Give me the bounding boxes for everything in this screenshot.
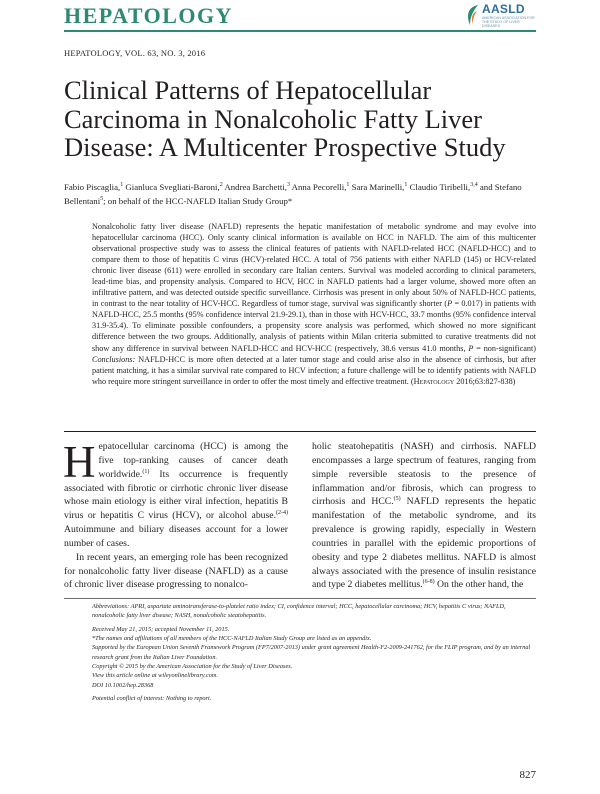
- footnote-abbreviations: Abbreviations: APRI, aspartate aminotransferase-to-platelet ratio index; CI, confidence interval; HCC, hepatocellular carcinoma; HCV, hepatitis C virus; NAFLD, nonalcoholic fatty liver disease; NASH, nonalcoholic steatohepatitis.: [92, 603, 506, 620]
- author-affiliation: 5: [100, 196, 104, 203]
- title-line-1: Clinical Patterns of Hepatocellular: [64, 75, 432, 105]
- reference: (5): [393, 496, 401, 503]
- body-text: NAFLD represents the hepatic manifestation of the metabolic syndrome, and its prevalence is growing rapidly, especially in Western countries in parallel with the epidemic proportions of obesity and type 2 diabetes mellitus. NAFLD is almost always associated with the presence of insulin resistance and type 2 diabetes mellitus.: [312, 496, 536, 591]
- body-text: On the other hand, the: [434, 579, 524, 591]
- author-affiliation: 2: [219, 182, 223, 189]
- author: Fabio Piscaglia,: [64, 182, 121, 192]
- drop-cap: H: [63, 437, 96, 487]
- body-text: holic steatohepatitis (NASH) and cirrhosis. NAFLD encompasses a large spectrum of features, ranging from simple reversible steatosis to the presence of inflammation and/or fibrosis, which can progress to cirrhosis and HCC.: [312, 441, 536, 508]
- authors-suffix: ; on behalf of the HCC-NAFLD Italian Study Group*: [103, 196, 293, 206]
- logo-text: AASLD: [482, 2, 525, 16]
- abstract-text: Nonalcoholic fatty liver disease (NAFLD) represents the hepatic manifestation of metabolic syndrome and may evolve into hepatocellular carcinoma (HCC). Only scanty clinical information is available on HCC in NAFLD. The aim of this multicenter observational prospective study was to assess the clinical features of patients with NAFLD-related HCC (NAFLD-HCC) and to compare them to those of hepatitis C virus (HCV)-related HCC. A total of 756 patients with either NAFLD (145) or HCV-related chronic liver disease (611) were enrolled in secondary care Italian centers. Survival was modeled according to clinical parameters, lead-time bias, and propensity analysis. Compared to HCV, HCC in NAFLD patients had a larger volume, showed more often an infiltrative pattern, and was detected outside specific surveillance. Cirrhosis was present in only about 50% of NAFLD-HCC patients, in contrast to the near totality of HCV-HCC. Regardless of tumor stage, survival was significantly shorter (: [92, 222, 536, 309]
- reference: (1): [142, 468, 150, 475]
- body-column-left: [63, 437, 288, 592]
- footnote-conflict: Potential conflict of interest: Nothing to report.: [92, 695, 212, 703]
- author-affiliation: 3: [286, 182, 290, 189]
- aasld-swoosh-icon: [464, 3, 480, 27]
- footnote-doi: DOI 10.1002/hep.28368: [92, 681, 154, 689]
- author: and Stefano Bellentani: [64, 182, 522, 206]
- reference: (6-8): [422, 579, 435, 586]
- footnote-rule: [64, 598, 536, 599]
- author: Claudio Tiribelli,: [409, 182, 471, 192]
- author: Andrea Barchetti,: [224, 182, 287, 192]
- title-line-2: Carcinoma in Nonalcoholic Fatty Liver: [64, 103, 482, 134]
- footnote-study-group: *The names and affiliations of all members of the HCC-NAFLD Italian Study Group are listed as an appendix.: [92, 635, 372, 643]
- conclusions-label: Conclusions:: [92, 354, 136, 364]
- author: Anna Pecorelli,: [291, 182, 347, 192]
- author: Sara Marinelli,: [351, 182, 405, 192]
- abstract: [92, 221, 536, 387]
- volume-line: HEPATOLOGY, VOL. 63, NO. 3, 2016: [64, 48, 206, 58]
- page-number: 827: [519, 769, 536, 781]
- reference: (2-4): [276, 509, 288, 516]
- author-affiliation: 1: [346, 182, 350, 189]
- footnote-online: View this article online at wileyonlinelibrary.com.: [92, 672, 218, 680]
- aasld-logo: [464, 2, 536, 28]
- citation-details: 2016;63:827-838): [454, 376, 516, 386]
- author: Gianluca Svegliati-Baroni,: [125, 182, 220, 192]
- footnotes: [92, 602, 536, 703]
- header-rule: [64, 30, 536, 32]
- author-affiliation: 1: [120, 182, 124, 189]
- body-paragraph: [63, 437, 288, 551]
- body-column-right: [312, 440, 536, 592]
- body-paragraph: In recent years, an emerging role has been recognized for nonalcoholic fatty liver disease (NAFLD) as a cause of chronic liver disease progressing to nonalco-: [64, 551, 288, 591]
- author-affiliation: 3,4: [470, 182, 478, 189]
- body-paragraph: [312, 440, 536, 592]
- article-title: [64, 76, 564, 162]
- author-list: [64, 180, 534, 208]
- abstract-separator: [64, 431, 536, 432]
- body-text: Its occurrence is frequently associated with fibrotic or cirrhotic chronic liver disease whose main etiology is either viral infection, hepatitis B virus or hepatitis C virus (HCV), or alcohol abuse.: [64, 468, 288, 522]
- p-value-symbol: P: [447, 299, 453, 309]
- p-value-symbol: P: [468, 343, 474, 353]
- abstract-text: = 0.017) in patients with NAFLD-HCC, 25.5 months (95% confidence interval 21.9-29.1), than in those with HCV-HCC, 33.7 months (95% confidence interval 31.9-35.4). To eliminate possible confounders, a propensity score analysis was performed, which showed no more significant difference between the two groups. Additionally, analysis of patients within Milan criteria submitted to curative treatments did not show any difference in survival between NAFLD-HCC and HCV-HCC (respectively, 38.6 versus 41.0 months,: [92, 299, 536, 353]
- citation-journal: Hepatology: [413, 376, 455, 386]
- footnote-received: Received May 21, 2015; accepted November 11, 2015.: [92, 625, 230, 633]
- logo-subtitle: AMERICAN ASSOCIATION FOR THE STUDY OF LIVER DISEASES: [482, 16, 535, 28]
- body-text: epatocellular carcinoma (HCC) is among the five top-ranking causes of cancer death worldwide.: [98, 441, 288, 480]
- journal-title: HEPATOLOGY: [64, 3, 234, 28]
- title-line-3: Disease: A Multicenter Prospective Study: [64, 132, 506, 162]
- author-affiliation: 1: [404, 182, 408, 189]
- footnote-copyright: Copyright © 2015 by the American Association for the Study of Liver Diseases.: [92, 663, 293, 671]
- abstract-text: = non-significant): [473, 343, 536, 353]
- body-text: Autoimmune and biliary diseases account for a lower number of cases.: [64, 524, 288, 549]
- footnote-support: Supported by the European Union Seventh Framework Program (FP7/2007-2013) under grant agreement Health-F2-2009-241762, for the FLIP program, and by an internal research grant from the Italian Liver Foundation.: [92, 644, 531, 661]
- abstract-text: NAFLD-HCC is more often detected at a later tumor stage and could arise also in the absence of cirrhosis, but after patient matching, it has a similar survival rate compared to HCV infection; a future challenge will be to identify patients with NAFLD who require more stringent surveillance in order to offer the most timely and effective treatment. (: [92, 354, 536, 386]
